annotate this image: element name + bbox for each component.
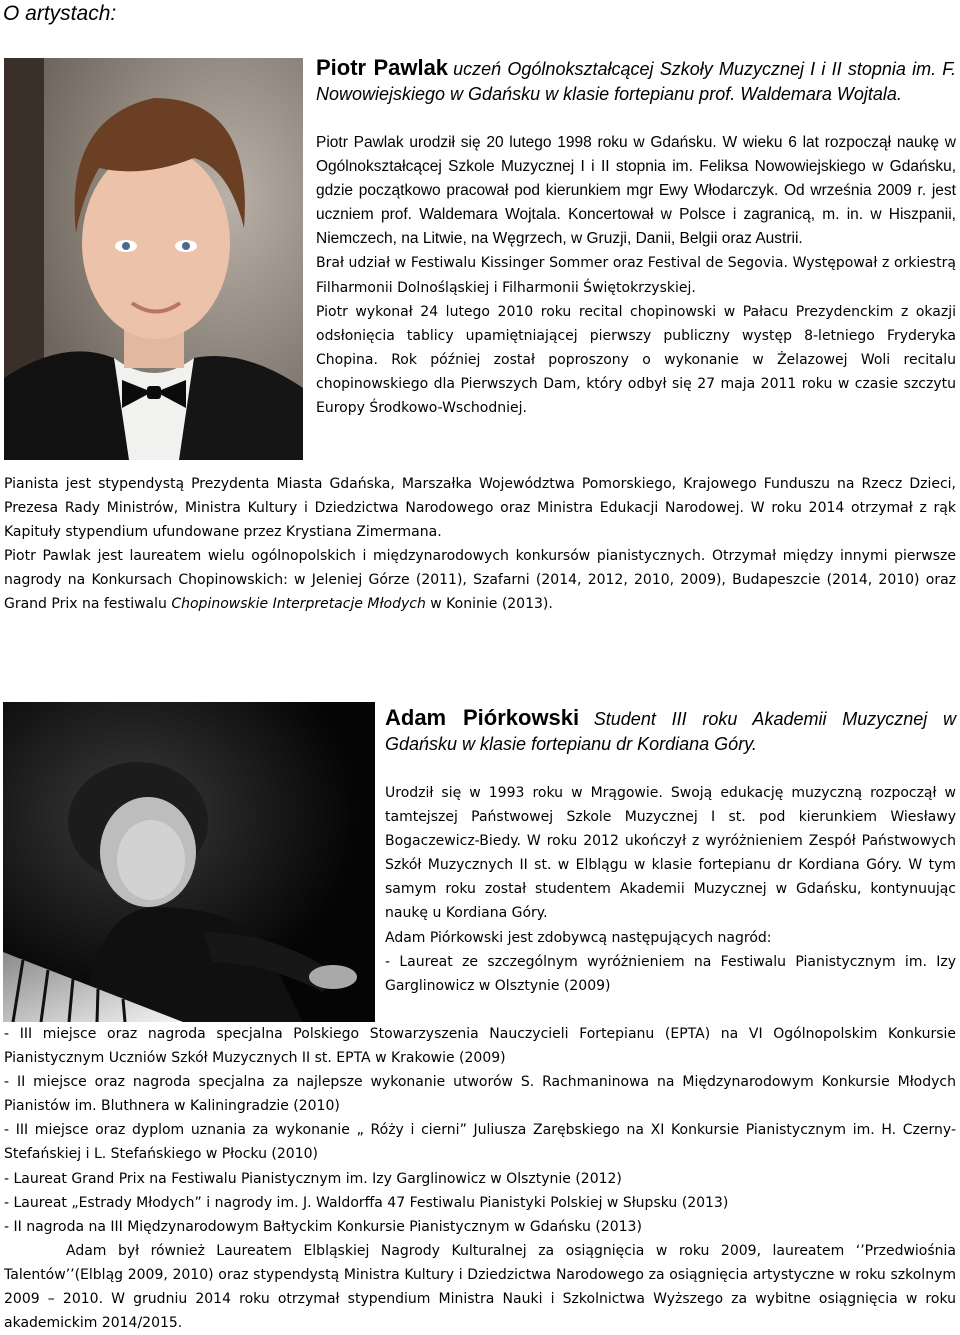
- award-item: - Laureat „Estrady Młodych” i nagrody im. J. Waldorffa 47 Festiwalu Pianistyki Polskiej w Słupsku (2013): [4, 1194, 729, 1211]
- pawlak-full-text: [4, 472, 956, 617]
- award-item: - III miejsce oraz dyplom uznania za wykonanie „ Róży i cierni” Juliusza Zarębskiego na XI Konkursie Pianistycznym im. H. Czerny-Stefańskiej i L. Stefańskiego w Płocku (2010): [4, 1122, 956, 1163]
- piorkowski-name: Adam Piórkowski: [385, 705, 580, 730]
- pawlak-bio-side-3: Piotr wykonał 24 lutego 2010 roku recital chopinowski w Pałacu Prezydenckim z okazji odsłonięcia tablicy upamiętniającej pierwszy publiczny występ 8-letniego Fryderyka Chopina. Rok później został poproszony o wykonanie w Żelazowej Woli recitalu chopinowskiego dla Pierwszych Dam, który odbył się 27 maja 2011 roku w czasie szczytu Europy Środkowo-Wschodniej.: [316, 303, 956, 417]
- pawlak-bio-full: Pianista jest stypendystą Prezydenta Miasta Gdańska, Marszałka Województwa Pomorskiego, Krajowego Funduszu na Rzecz Dzieci, Prezesa Rady Ministrów, Ministra Kultury i Dziedzictwa Narodowego oraz Ministra Edukacji Narodowej. W roku 2014 otrzymał z rąk Kapituły stypendium ufundowane przez Krystiana Zimermana.: [4, 476, 956, 541]
- festival-title: Chopinowskie Interpretacje Młodych: [171, 596, 426, 613]
- piorkowski-photo: [3, 702, 375, 1022]
- pawlak-bio-side-2: Brał udział w Festiwalu Kissinger Sommer oraz Festival de Segovia. Występował z orkiestrą Filharmonii Dolnośląskiej i Filharmonii Świętokrzyskiej.: [316, 255, 956, 296]
- awards-intro: Adam Piórkowski jest zdobywcą następujących nagród:: [385, 929, 772, 946]
- piorkowski-closing: Adam był również Laureatem Elbląskiej Nagrody Kulturalnej za osiągnięcia w roku 2009, laureatem ‘’Przedwiośnia Talentów’’(Elbląg 2009, 2010) oraz stypendystą Ministra Kultury i Dziedzictwa Narodowego za osiągnięcia artystyczne w roku szkolnym 2009 – 2010. W grudniu 2014 roku otrzymał stypendium Ministra Nauki i Szkolnictwa Wyższego za wybitne osiągnięcia w roku akademickim 2014/2015.: [4, 1242, 956, 1332]
- award-item: - III miejsce oraz nagroda specjalna Polskiego Stowarzyszenia Nauczycieli Fortepianu (EPTA) na VI Ogólnopolskim Konkursie Pianistycznym Uczniów Szkół Muzycznych II st. EPTA w Krakowie (2009): [4, 1026, 956, 1067]
- section-title: O artystach:: [3, 2, 117, 25]
- award-item: - II miejsce oraz nagroda specjalna za najlepsze wykonanie utworów S. Rachmaninowa na Międzynarodowym Konkursie Młodych Pianistów im. Bluthnera w Kaliningradzie (2010): [4, 1074, 956, 1115]
- pawlak-name: Piotr Pawlak: [316, 55, 449, 80]
- pawlak-bio-side: Piotr Pawlak urodził się 20 lutego 1998 roku w Gdańsku. W wieku 6 lat rozpoczął naukę w Ogólnokształcącej Szkole Muzycznej I i II stopnia im. Feliksa Nowowiejskiego w Gdańsku, gdzie początkowo pracował pod kierunkiem mgr Ewy Włodarczyk. Od września 2009 r. jest uczniem prof. Waldemara Wojtala. Koncertował w Polsce i zagranicą, m. in. w Hiszpanii, Niemczech, na Litwie, na Węgrzech, w Gruzji, Danii, Belgii oraz Austrii.: [316, 134, 956, 248]
- piorkowski-bio-side: Urodził się w 1993 roku w Mrągowie. Swoją edukację muzyczną rozpoczął w tamtejszej Państwowej Szkole Muzycznej I st. pod kierunkiem Wiesławy Bogaczewicz-Biedy. W roku 2012 ukończył z wyróżnieniem Zespół Państwowych Szkół Muzycznych II st. w Elblągu w klasie fortepianu dr Kordiana Góry. W tym samym roku został studentem Akademii Muzycznej w Gdańsku, kontynuując naukę u Kordiana Góry.: [385, 785, 956, 922]
- piorkowski-full-text: [4, 1022, 956, 1335]
- pawlak-bio-full-2-text: Piotr Pawlak jest laureatem wielu ogólnopolskich i międzynarodowych konkursów pianistycznych. Otrzymał między innymi pierwsze nagrody na Konkursach Chopinowskich: w Jeleniej Górze (2011), Szafarni (2014, 2012, 2010, 2009), Budapeszcie (2014, 2010) oraz Grand Prix na festiwalu: [4, 548, 956, 613]
- piorkowski-side-text: [385, 706, 956, 998]
- award-item: - Laureat ze szczególnym wyróżnieniem na Festiwalu Pianistycznym im. Izy Garglinowicz w Olsztynie (2009): [385, 953, 956, 994]
- pawlak-bio-full-2-end: w Koninie (2013).: [425, 596, 553, 613]
- pawlak-role: uczeń Ogólnokształcącej Szkoły Muzycznej I i II stopnia im. F. Nowowiejskiego w Gdańsku w klasie fortepianu prof. Waldemara Wojtala.: [316, 59, 956, 104]
- pawlak-bio-full-2: [4, 544, 956, 616]
- piorkowski-role: Student III roku Akademii Muzycznej w Gdańsku w klasie fortepianu dr Kordiana Góry.: [385, 709, 956, 754]
- pawlak-side-text: [316, 56, 956, 420]
- award-item: - Laureat Grand Prix na Festiwalu Pianistycznym im. Izy Garglinowicz w Olsztynie (2012): [4, 1170, 622, 1187]
- pawlak-photo: [4, 58, 303, 460]
- award-item: - II nagroda na III Międzynarodowym Bałtyckim Konkursie Pianistycznym w Gdańsku (2013): [4, 1218, 642, 1235]
